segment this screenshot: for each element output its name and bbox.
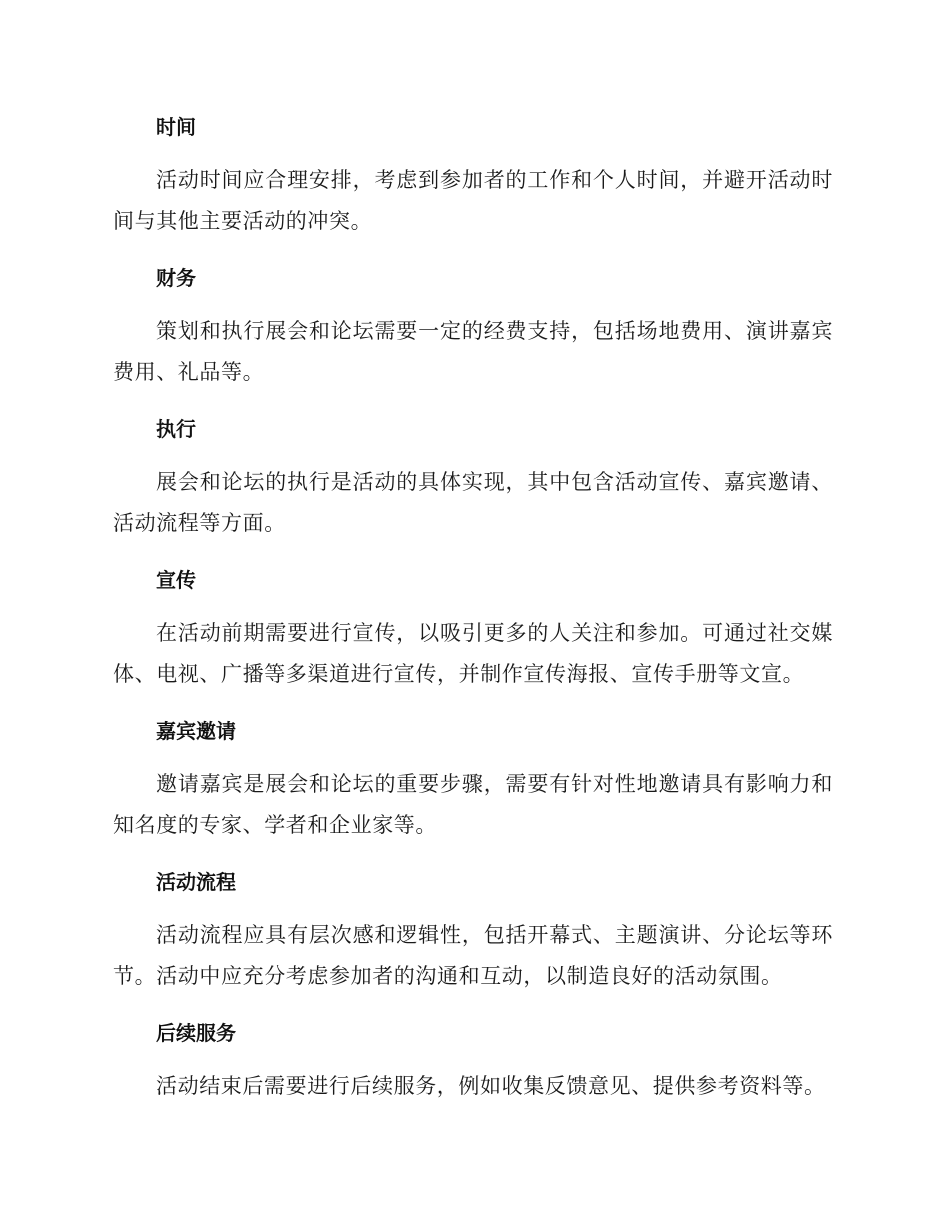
section-event-flow (113, 863, 833, 997)
section-heading: 嘉宾邀请 (156, 719, 236, 743)
document-body (113, 108, 833, 1124)
section-heading: 执行 (156, 417, 196, 441)
section-paragraph: 活动流程应具有层次感和逻辑性，包括开幕式、主题演讲、分论坛等环节。活动中应充分考虑参加者的沟通和互动，以制造良好的活动氛围。 (113, 923, 833, 988)
section-finance (113, 259, 833, 393)
section-paragraph: 策划和执行展会和论坛需要一定的经费支持，包括场地费用、演讲嘉宾费用、礼品等。 (113, 319, 833, 384)
section-paragraph: 活动时间应合理安排，考虑到参加者的工作和个人时间，并避开活动时间与其他主要活动的冲突。 (113, 168, 833, 233)
section-follow-up-service (113, 1014, 833, 1107)
section-execution (113, 410, 833, 544)
section-promotion (113, 561, 833, 695)
section-time (113, 108, 833, 242)
section-heading: 时间 (156, 115, 196, 139)
section-heading: 财务 (156, 266, 196, 290)
section-guest-invitation (113, 712, 833, 846)
section-paragraph: 在活动前期需要进行宣传，以吸引更多的人关注和参加。可通过社交媒体、电视、广播等多渠道进行宣传，并制作宣传海报、宣传手册等文宣。 (113, 621, 833, 686)
section-paragraph: 活动结束后需要进行后续服务，例如收集反馈意见、提供参考资料等。 (156, 1074, 826, 1098)
section-heading: 宣传 (156, 568, 196, 592)
section-paragraph: 展会和论坛的执行是活动的具体实现，其中包含活动宣传、嘉宾邀请、活动流程等方面。 (113, 470, 833, 535)
section-heading: 活动流程 (156, 870, 236, 894)
section-heading: 后续服务 (156, 1021, 236, 1045)
section-paragraph: 邀请嘉宾是展会和论坛的重要步骤，需要有针对性地邀请具有影响力和知名度的专家、学者和企业家等。 (113, 772, 833, 837)
